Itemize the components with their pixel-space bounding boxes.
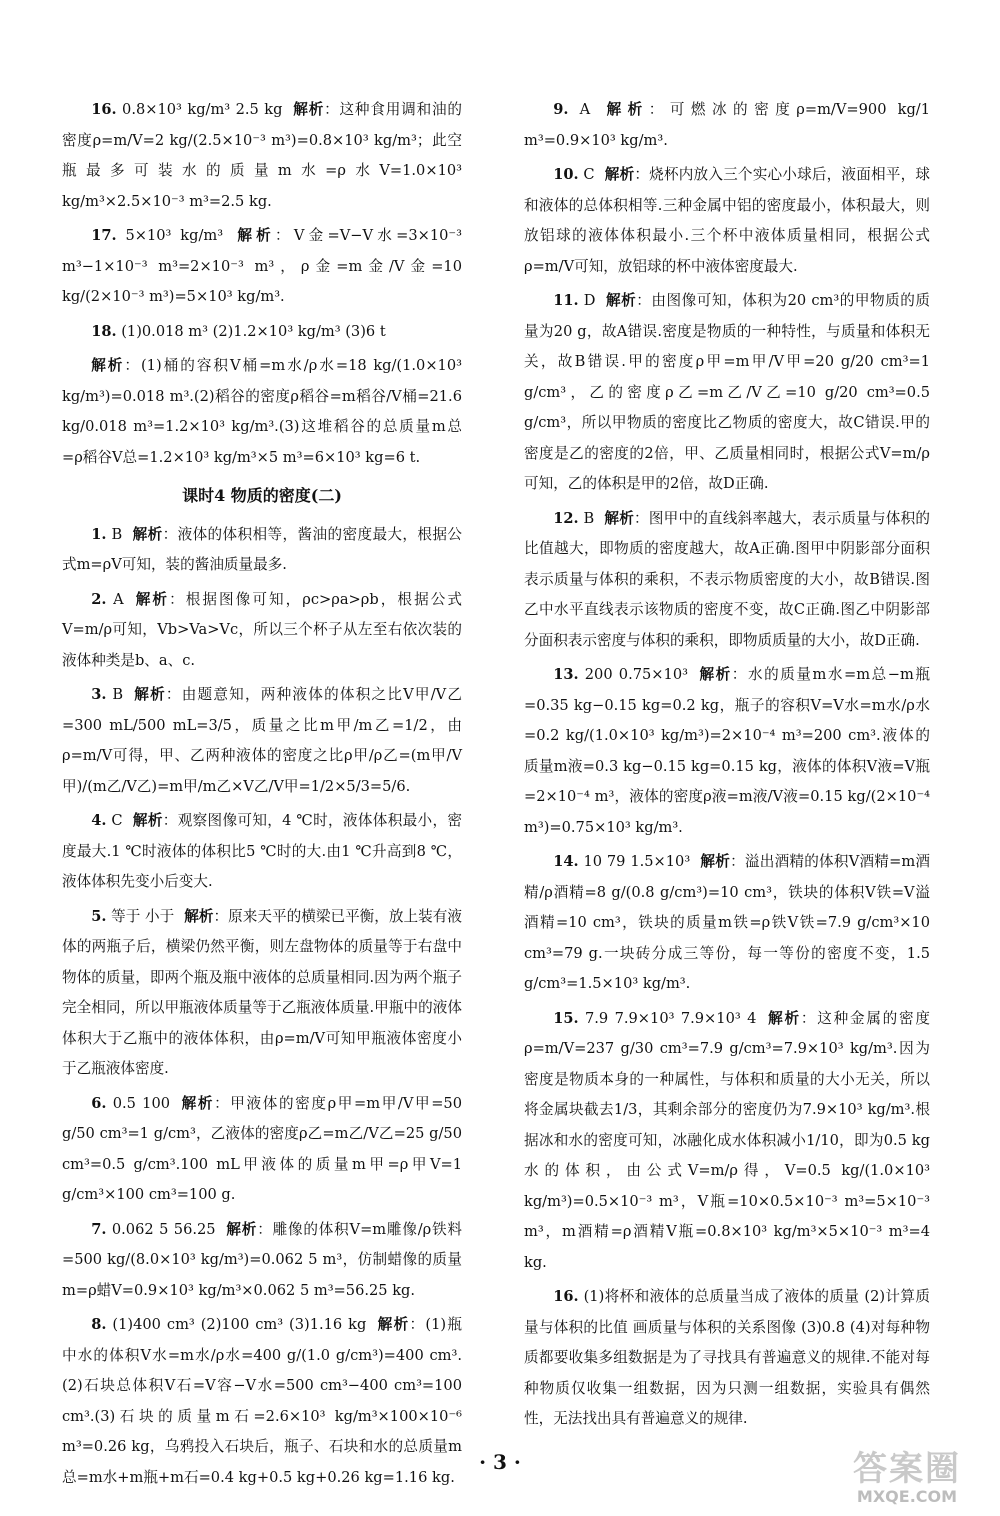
answer-item <box>524 660 930 843</box>
answer-item <box>62 902 462 1085</box>
item-answer: 0.8×10³ kg/m³ 2.5 kg <box>122 101 283 118</box>
item-number: 1. <box>91 525 107 543</box>
item-explanation: ：烧杯内放入三个实心小球后，液面相平，球和液体的总体积相等.三种金属中铝的密度最小，体积最大，则放铝球的液体体积最小.三个杯中液体质量相同，根据公式ρ=m/V可知，放铝球的杯中液体密度最大. <box>524 166 930 275</box>
item-number: 7. <box>91 1220 107 1238</box>
item-number: 8. <box>91 1316 107 1333</box>
left-top-answers <box>62 95 462 473</box>
analysis-label: 解析 <box>180 1094 215 1112</box>
analysis-label: 解析 <box>697 666 732 683</box>
item-answer: 5×10³ kg/m³ <box>125 227 224 244</box>
item-explanation: ：(1)桶的容积V桶=m水/ρ水=18 kg/(1.0×10³ kg/m³)=0.018 m³.(2)稻谷的密度ρ稻谷=m稻谷/V桶=21.6 kg/0.018 m³=1.2×10³ kg/m³.(3)这堆稻谷的总质量m总=ρ稻谷V总=1.2×10³ kg/m³×5 m³=6×10³ kg=6 t. <box>62 357 462 466</box>
item-explanation: ：水的质量m水=m总−m瓶=0.35 kg−0.15 kg=0.2 kg，瓶子的容积V=V水=m水/ρ水=0.2 kg/(1.0×10³ kg/m³)=2×10⁻⁴ m³=200 cm³.液体的质量m液=0.3 kg−0.15 kg=0.15 kg，液体的体积V液=V瓶=2×10⁻⁴ m³，液体的密度ρ液=m液/V液=0.15 kg/(2×10⁻⁴ m³)=0.75×10³ kg/m³. <box>524 666 930 836</box>
item-answer: 7.9 7.9×10³ 7.9×10³ 4 <box>584 1009 757 1027</box>
watermark-url: MXQE.COM <box>856 1487 958 1506</box>
item-number: 14. <box>553 853 579 870</box>
analysis-label: 解析 <box>225 1220 258 1238</box>
item-answer: B <box>583 509 595 527</box>
answer-item <box>524 160 930 282</box>
analysis-label: 解析 <box>132 525 163 543</box>
answer-item <box>524 847 930 1000</box>
item-number: 16. <box>91 101 117 118</box>
analysis-label: 解析 <box>91 357 125 374</box>
right-column <box>524 95 930 1439</box>
analysis-label: 解析 <box>133 590 170 608</box>
item-number: 5. <box>91 907 107 925</box>
item-explanation: (1)将杯和液体的总质量当成了液体的质量 (2)计算质量与体积的比值 画质量与体积的关系图像 (3)0.8 (4)对每种物质都要收集多组数据是为了寻找具有普遍意义的规律.不能对每种物质仅收集一组数据，因为只测一组数据，实验具有偶然性，无法找出具有普遍意义的规律. <box>524 1288 930 1427</box>
answer-item <box>62 520 462 581</box>
analysis-label: 解析 <box>133 686 166 703</box>
item-explanation: ：根据图像可知，ρc>ρa>ρb，根据公式V=m/ρ可知，Vb>Va>Vc，所以三个杯子从左至右依次装的液体种类是b、a、c. <box>62 590 462 669</box>
item-explanation: ：甲液体的密度ρ甲=m甲/V甲=50 g/50 cm³=1 g/cm³，乙液体的密度ρ乙=m乙/V乙=25 g/50 cm³=0.5 g/cm³.100 mL甲液体的质量m甲=ρ甲V=1 g/cm³×100 cm³=100 g. <box>62 1094 463 1203</box>
item-explanation: ：观察图像可知，4 ℃时，液体体积最小，密度最大.1 ℃时液体的体积比5 ℃时的大.由1 ℃升高到8 ℃，液体体积先变小后变大. <box>62 812 462 890</box>
item-answer: (1)0.018 m³ (2)1.2×10³ kg/m³ (3)6 t <box>121 322 386 340</box>
item-number: 15. <box>553 1009 579 1027</box>
item-answer: D <box>583 292 596 309</box>
item-explanation: ：可燃冰的密度ρ=m/V=900 kg/1 m³=0.9×10³ kg/m³. <box>524 101 930 149</box>
item-number: 4. <box>91 812 107 829</box>
analysis-label: 解析 <box>184 907 214 925</box>
item-number: 12. <box>553 509 579 527</box>
answer-item <box>62 585 462 677</box>
item-explanation: ：这种食用调和油的密度ρ=m/V=2 kg/(2.5×10⁻³ m³)=0.8×10³ kg/m³；此空瓶最多可装水的质量m水=ρ水V=1.0×10³ kg/m³×2.5×10⁻³ m³=2.5 kg. <box>62 101 462 210</box>
item-number: 6. <box>91 1094 107 1112</box>
answer-item <box>62 806 462 898</box>
item-number: 18. <box>91 322 117 340</box>
left-column <box>62 95 462 1497</box>
item-explanation: ：由题意知，两种液体的体积之比V甲/V乙=300 mL/500 mL=3/5，质量之比m甲/m乙=1/2，由ρ=m/V可得，甲、乙两种液体的密度之比ρ甲/ρ乙=(m甲/V甲)/(m乙/V乙)=m甲/m乙×V乙/V甲=1/2×5/3=5/6. <box>62 686 462 795</box>
answer-item <box>524 95 930 156</box>
analysis-label: 解析 <box>132 812 163 829</box>
analysis-label: 解析 <box>233 227 276 244</box>
item-answer: 0.5 100 <box>112 1094 171 1112</box>
item-answer: B <box>111 525 123 543</box>
answer-item <box>62 680 462 802</box>
answer-item <box>524 504 930 657</box>
answer-item <box>62 317 462 348</box>
item-answer: 0.062 5 56.25 <box>111 1220 216 1238</box>
analysis-label: 解析 <box>700 853 731 870</box>
analysis-label: 解析 <box>292 101 325 118</box>
answer-item <box>62 1215 462 1307</box>
answer-item <box>62 351 462 473</box>
watermark-text: 答案圈 <box>853 1449 961 1489</box>
item-number: 3. <box>91 686 107 703</box>
item-number: 16. <box>553 1288 579 1305</box>
item-answer: 200 0.75×10³ <box>584 666 688 683</box>
page-number: · 3 · <box>479 1450 521 1474</box>
item-number: 9. <box>553 101 569 118</box>
analysis-label: 解析 <box>600 101 649 118</box>
item-number: 17. <box>91 227 117 244</box>
answer-item <box>524 1282 930 1435</box>
item-explanation: ：原来天平的横梁已平衡，放上装有液体的两瓶子后，横梁仍然平衡，则左盘物体的质量等于右盘中物体的质量，即两个瓶及瓶中液体的总质量相同.因为两个瓶子完全相同，所以甲瓶液体质量等于乙瓶液体质量.甲瓶中的液体体积大于乙瓶中的液体体积，由ρ=m/V可知甲瓶液体密度小于乙瓶液体密度. <box>62 907 462 1077</box>
item-explanation: ：(1)瓶中水的体积V水=m水/ρ水=400 g/(1.0 g/cm³)=400 cm³.(2)石块总体积V石=V容−V水=500 cm³−400 cm³=100 cm³.(3)石块的质量m石=2.6×10³ kg/m³×100×10⁻⁶ m³=0.26 kg，乌鸦投入石块后，瓶子、石块和水的总质量m总=m水+m瓶+m石=0.4 kg+0.5 kg+0.26 kg=1.16 kg. <box>62 1316 462 1486</box>
item-answer: 10 79 1.5×10³ <box>583 853 691 870</box>
item-answer: B <box>112 686 124 703</box>
analysis-label: 解析 <box>766 1009 801 1027</box>
analysis-label: 解析 <box>604 509 635 527</box>
item-number: 13. <box>553 666 579 683</box>
right-answers <box>524 95 930 1435</box>
item-number: 11. <box>553 292 579 309</box>
item-answer: (1)400 cm³ (2)100 cm³ (3)1.16 kg <box>112 1316 367 1333</box>
analysis-label: 解析 <box>604 166 635 183</box>
answer-item <box>62 221 462 313</box>
item-number: 2. <box>91 590 107 608</box>
item-explanation: ：图甲中的直线斜率越大，表示质量与体积的比值越大，即物质的密度越大，故A正确.图甲中阴影部分面积表示质量与体积的乘积，不表示物质密度的大小，故B错误.图乙中水平直线表示该物质的密度不变，故C正确.图乙中阴影部分面积表示密度与体积的乘积，即物质质量的大小，故D正确. <box>524 509 930 649</box>
answer-item <box>62 95 462 217</box>
item-explanation: ：溢出酒精的体积V酒精=m酒精/ρ酒精=8 g/(0.8 g/cm³)=10 cm³，铁块的体积V铁=V溢酒精=10 cm³，铁块的质量m铁=ρ铁V铁=7.9 g/cm³×10 cm³=79 g.一块砖分成三等份，每一等份的密度不变，1.5 g/cm³=1.5×10³ kg/m³. <box>524 853 931 992</box>
item-explanation: ：液体的体积相等，酱油的密度最大，根据公式m=ρV可知，装的酱油质量最多. <box>62 525 462 573</box>
item-explanation: ：这种金属的密度ρ=m/V=237 g/30 cm³=7.9 g/cm³=7.9×10³ kg/m³.因为密度是物质本身的一种属性，与体积和质量的大小无关，所以将金属块截去1/3，其剩余部分的密度仍为7.9×10³ kg/m³.根据冰和水的密度可知，冰融化成水体积减小1/10，即为0.5 kg水的体积，由公式V=m/ρ得，V=0.5 kg/(1.0×10³ kg/m³)=0.5×10⁻³ m³，V瓶=10×0.5×10⁻³ m³=5×10⁻³ m³，m酒精=ρ酒精V瓶=0.8×10³ kg/m³×5×10⁻³ m³=4 kg. <box>524 1009 930 1271</box>
item-answer: 等于 小于 <box>111 907 175 925</box>
left-bottom-answers <box>62 520 462 1494</box>
watermark-logo <box>832 1450 982 1508</box>
item-answer: A <box>113 590 124 608</box>
analysis-label: 解析 <box>605 292 637 309</box>
item-answer: C <box>583 166 595 183</box>
answer-item <box>524 286 930 500</box>
item-explanation: ：雕像的体积V=m雕像/ρ铁料=500 kg/(8.0×10³ kg/m³)=0.062 5 m³，仿制蜡像的质量m=ρ蜡V=0.9×10³ kg/m³×0.062 5 m³=56.25 kg. <box>62 1220 462 1299</box>
item-number: 10. <box>553 166 579 183</box>
item-explanation: ：V金=V−V水=3×10⁻³ m³−1×10⁻³ m³=2×10⁻³ m³，ρ金=m金/V金=10 kg/(2×10⁻³ m³)=5×10³ kg/m³. <box>62 227 462 305</box>
answer-item <box>524 1004 930 1279</box>
item-explanation: ：由图像可知，体积为20 cm³的甲物质的质量为20 g，故A错误.密度是物质的一种特性，与质量和体积无关，故B错误.甲的密度ρ甲=m甲/V甲=20 g/20 cm³=1 g/cm³，乙的密度ρ乙=m乙/V乙=10 g/20 cm³=0.5 g/cm³，所以甲物质的密度比乙物质的密度大，故C错误.甲的密度是乙的密度的2倍，甲、乙质量相同时，根据公式V=m/ρ可知，乙的体积是甲的2倍，故D正确. <box>524 292 930 492</box>
item-answer: A <box>579 101 591 118</box>
analysis-label: 解析 <box>376 1316 410 1333</box>
section-title: 课时4 物质的密度(二) <box>182 486 342 505</box>
answer-item <box>62 1089 462 1211</box>
item-answer: C <box>111 812 123 829</box>
